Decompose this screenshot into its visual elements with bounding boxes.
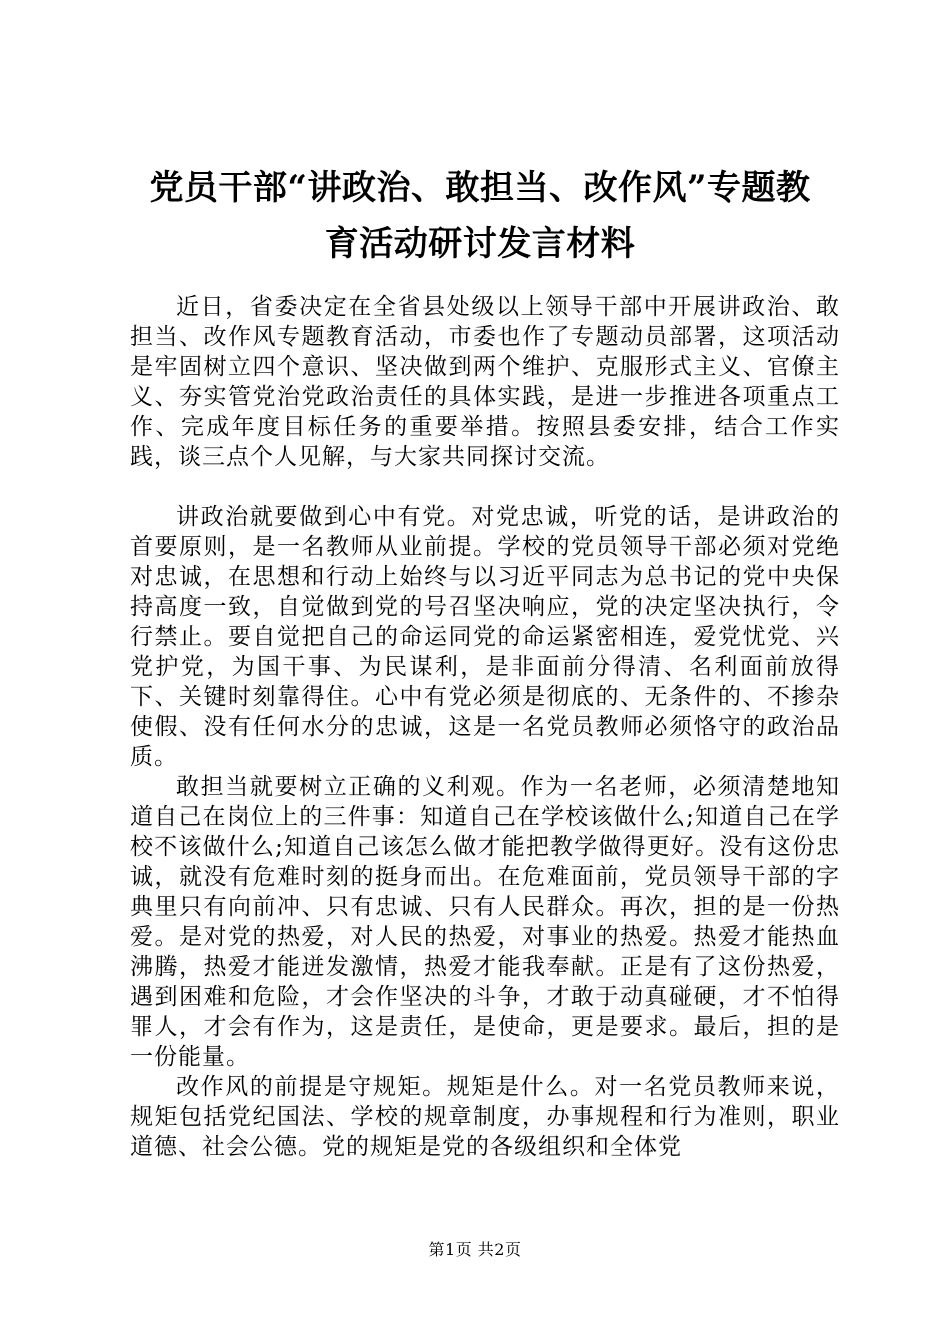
page-number-footer: 第1页 共2页 (428, 1240, 522, 1259)
document-title (120, 160, 840, 272)
paragraph-responsibility: 敢担当就要树立正确的义利观。作为一名老师，必须清楚地知道自己在岗位上的三件事：知道自己在学校该做什么;知道自己在学校不该做什么;知道自己该怎么做才能把教学做得更好。没有这份忠诚，就没有危难时刻的挺身而出。在危难面前，党员领导干部的字典里只有向前冲、只有忠诚、只有人民群众。再次，担的是一份热爱。是对党的热爱，对人民的热爱，对事业的热爱。热爱才能热血沸腾，热爱才能迸发激情，热爱才能我奉献。正是有了这份热爱，遇到困难和危险，才会作坚决的斗争，才敢于动真碰硬，才不怕得罪人，才会有作为，这是责任，是使命，更是要求。最后，担的是一份能量。 (130, 774, 840, 1070)
title-line-2: 育活动研讨发言材料 (324, 224, 636, 264)
paragraph-conduct: 改作风的前提是守规矩。规矩是什么。对一名党员教师来说，规矩包括党纪国法、学校的规章制度，办事规程和行为准则，职业道德、社会公德。党的规矩是党的各级组织和全体党 (130, 1074, 840, 1160)
title-line-1: 党员干部“讲政治、敢担当、改作风”专题教 (149, 168, 811, 208)
document-body (130, 292, 840, 1162)
paragraph-politics: 讲政治就要做到心中有党。对党忠诚，听党的话，是讲政治的首要原则，是一名教师从业前提。学校的党员领导干部必须对党绝对忠诚，在思想和行动上始终与以习近平同志为总书记的党中央保持高度一致，自觉做到党的号召坚决响应，党的决定坚决执行，令行禁止。要自觉把自己的命运同党的命运紧密相连，爱党忧党、兴党护党，为国干事、为民谋利，是非面前分得清、名利面前放得下、关键时刻靠得住。心中有党必须是彻底的、无条件的、不掺杂使假、没有任何水分的忠诚，这是一名党员教师必须恪守的政治品质。 (130, 504, 840, 770)
paragraph-intro: 近日，省委决定在全省县处级以上领导干部中开展讲政治、敢担当、改作风专题教育活动，市委也作了专题动员部署，这项活动是牢固树立四个意识、坚决做到两个维护、克服形式主义、官僚主义、夯实管党治党政治责任的具体实践，是进一步推进各项重点工作、完成年度目标任务的重要举措。按照县委安排，结合工作实践，谈三点个人见解，与大家共同探讨交流。 (130, 294, 840, 470)
